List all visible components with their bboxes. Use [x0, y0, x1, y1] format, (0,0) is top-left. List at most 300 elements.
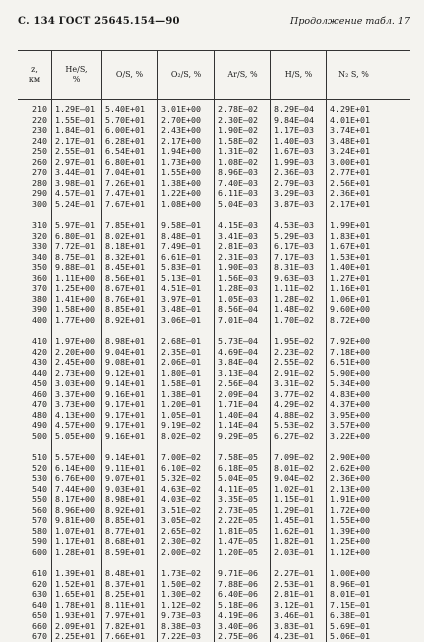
altitude-cell: 440 [32, 367, 47, 378]
altitude-cell: 590 [32, 536, 47, 546]
table-cell: 2.70E+00 [161, 114, 201, 125]
table-cell: 4.63E—02 [161, 483, 201, 494]
column-header-label: H/S, % [284, 69, 313, 79]
table-cell: 8.38E—03 [161, 620, 201, 631]
table-cell: 9.16E+01 [105, 430, 145, 441]
table-cell: 1.78E+01 [55, 599, 95, 610]
group-spacer [18, 557, 51, 568]
table-cell: 1.29E—01 [274, 504, 314, 515]
table-cell: 2.36E—03 [274, 167, 314, 177]
table-cell: 1.71E—04 [218, 399, 258, 409]
altitude-cell: 610 [32, 568, 47, 578]
table-cell: 1.28E—02 [274, 293, 314, 304]
table-cell: 6.18E—05 [218, 462, 258, 473]
table-cell: 2.78E—02 [218, 104, 258, 114]
table-cell: 5.97E—01 [55, 220, 95, 230]
table-cell: 8.11E+01 [105, 599, 145, 610]
table-cell: 1.16E+01 [330, 283, 370, 293]
table-cell: 9.03E+01 [105, 483, 145, 494]
table-cell: 3.31E—02 [274, 378, 314, 388]
table-cell: 1.53E+01 [330, 251, 370, 262]
table-cell: 7.26E+01 [105, 177, 145, 188]
table-body [18, 100, 410, 642]
table-cell: 3.98E—01 [55, 177, 95, 188]
table-cell: 8.85E+01 [105, 304, 145, 314]
table-cell: 1.05E—03 [218, 293, 258, 304]
table-cell: 9.84E—04 [274, 114, 314, 125]
table-cell: 3.48E—01 [161, 304, 201, 314]
table-cell: 2.53E—01 [274, 578, 314, 589]
altitude-cell: 450 [32, 378, 47, 388]
column-header-o [102, 51, 158, 99]
table-cell: 2.97E—01 [55, 156, 95, 167]
table-cell: 9.04E+01 [105, 346, 145, 357]
table-cell: 6.54E+01 [105, 146, 145, 156]
group-spacer [327, 209, 380, 220]
table-cell: 1.17E+01 [55, 536, 95, 546]
table-cell: 9.17E+01 [105, 420, 145, 430]
group-spacer [327, 441, 380, 452]
table-column-o2 [158, 100, 215, 642]
table-cell: 7.17E—03 [274, 251, 314, 262]
table-cell: 9.07E+01 [105, 473, 145, 483]
table-cell: 6.11E—03 [218, 188, 258, 198]
altitude-cell: 660 [32, 620, 47, 631]
table-cell: 1.40E+01 [330, 262, 370, 272]
altitude-cell: 300 [32, 198, 47, 209]
group-spacer [102, 557, 157, 568]
table-cell: 1.28E—03 [218, 283, 258, 293]
table-cell: 8.29E—04 [274, 104, 314, 114]
table-cell: 5.70E+01 [105, 114, 145, 125]
column-header-label: N₂ S, % [338, 69, 369, 79]
group-spacer [271, 557, 326, 568]
table-cell: 3.97E—01 [161, 293, 201, 304]
table-cell: 7.04E+01 [105, 167, 145, 177]
table-cell: 4.57E+00 [55, 420, 95, 430]
table-cell: 9.04E—02 [274, 473, 314, 483]
table-cell: 1.05E—01 [161, 409, 201, 420]
table-cell: 5.05E+00 [55, 430, 95, 441]
table-cell: 7.00E—02 [161, 452, 201, 462]
altitude-cell: 630 [32, 589, 47, 599]
table-cell: 1.22E+00 [161, 188, 201, 198]
table-cell: 1.67E—03 [274, 146, 314, 156]
altitude-cell: 410 [32, 336, 47, 346]
table-cell: 6.27E—02 [274, 430, 314, 441]
table-cell: 9.71E—06 [218, 568, 258, 578]
table-cell: 2.22E—05 [218, 515, 258, 525]
table-cell: 2.17E+01 [330, 198, 370, 209]
table-cell: 3.57E+00 [330, 420, 370, 430]
column-header-z [18, 51, 52, 99]
group-spacer [158, 557, 214, 568]
table-column-o [102, 100, 158, 642]
table-cell: 6.80E—01 [55, 230, 95, 241]
table-cell: 1.20E—05 [218, 546, 258, 557]
table-cell: 4.23E—01 [274, 631, 314, 641]
altitude-cell: 570 [32, 515, 47, 525]
column-header-h [271, 51, 327, 99]
table-cell: 8.37E+01 [105, 578, 145, 589]
group-spacer [158, 441, 214, 452]
table-cell: 5.34E+00 [330, 378, 370, 388]
altitude-cell: 380 [32, 293, 47, 304]
table-cell: 6.51E+00 [330, 357, 370, 367]
table-cell: 1.67E+01 [330, 241, 370, 251]
table-cell: 1.65E+01 [55, 589, 95, 599]
table-cell: 2.56E—04 [218, 378, 258, 388]
table-cell: 4.69E—04 [218, 346, 258, 357]
table-column-z [18, 100, 52, 642]
group-spacer [18, 441, 51, 452]
table-cell: 1.11E—02 [274, 283, 314, 293]
table-cell: 4.29E—02 [274, 399, 314, 409]
table-cell: 1.82E—01 [274, 536, 314, 546]
table-cell: 1.70E—02 [274, 314, 314, 325]
table-cell: 1.27E+01 [330, 272, 370, 283]
column-header-label: Ar/S, % [227, 69, 258, 79]
table-cell: 7.92E+00 [330, 336, 370, 346]
table-cell: 8.77E+01 [105, 525, 145, 536]
table-cell: 7.22E—03 [161, 631, 201, 641]
table-cell: 9.16E+01 [105, 388, 145, 399]
altitude-cell: 420 [32, 346, 47, 357]
altitude-cell: 390 [32, 304, 47, 314]
table-cell: 1.55E+00 [161, 167, 201, 177]
table-cell: 2.35E—01 [161, 346, 201, 357]
table-cell: 2.68E—01 [161, 336, 201, 346]
table-cell: 8.48E—01 [161, 230, 201, 241]
table-cell: 3.05E—02 [161, 515, 201, 525]
table-cell: 1.02E—01 [274, 483, 314, 494]
altitude-cell: 470 [32, 399, 47, 409]
column-header-ar [215, 51, 271, 99]
group-spacer [18, 325, 51, 336]
table-cell: 1.83E+01 [330, 230, 370, 241]
table-cell: 7.66E+01 [105, 631, 145, 641]
table-cell: 7.58E—05 [218, 452, 258, 462]
table-cell: 3.44E—01 [55, 167, 95, 177]
table-cell: 8.31E—03 [274, 262, 314, 272]
table-cell: 3.12E—01 [274, 599, 314, 610]
table-cell: 5.06E—01 [330, 631, 370, 641]
table-cell: 9.11E+01 [105, 462, 145, 473]
altitude-cell: 490 [32, 420, 47, 430]
table-cell: 5.18E—06 [218, 599, 258, 610]
table-cell: 2.27E—01 [274, 568, 314, 578]
table-cell: 2.17E—01 [55, 135, 95, 146]
table-cell: 2.56E+01 [330, 177, 370, 188]
table-cell: 2.30E—02 [218, 114, 258, 125]
table-cell: 1.47E—05 [218, 536, 258, 546]
altitude-cell: 260 [32, 156, 47, 167]
table-cell: 1.73E—02 [161, 568, 201, 578]
table-cell: 1.08E+00 [161, 198, 201, 209]
table-cell: 2.73E+00 [55, 367, 95, 378]
table-cell: 2.23E—02 [274, 346, 314, 357]
table-cell: 1.72E+00 [330, 504, 370, 515]
altitude-cell: 330 [32, 241, 47, 251]
table-header [18, 51, 410, 100]
group-spacer [215, 441, 270, 452]
table-cell: 7.82E+01 [105, 620, 145, 631]
table-cell: 3.95E+00 [330, 409, 370, 420]
table-cell: 3.01E+00 [161, 104, 201, 114]
table-cell: 6.00E+01 [105, 125, 145, 135]
table-cell: 3.41E—03 [218, 230, 258, 241]
table-cell: 1.25E+00 [330, 536, 370, 546]
table-cell: 1.39E+00 [330, 525, 370, 536]
table-cell: 2.81E—01 [274, 589, 314, 599]
table-cell: 1.30E—02 [161, 589, 201, 599]
column-header-label: O₂/S, % [170, 69, 202, 79]
table-cell: 9.63E—03 [274, 272, 314, 283]
group-spacer [327, 557, 380, 568]
table-cell: 5.04E—03 [218, 198, 258, 209]
table-cell: 5.57E+00 [55, 452, 95, 462]
table-cell: 8.32E+01 [105, 251, 145, 262]
table-cell: 1.58E—01 [161, 378, 201, 388]
table-cell: 2.13E+00 [330, 483, 370, 494]
table-cell: 1.95E—02 [274, 336, 314, 346]
table-cell: 1.12E+00 [330, 546, 370, 557]
table-cell: 4.37E+00 [330, 399, 370, 409]
table-cell: 9.73E—03 [161, 610, 201, 620]
table-cell: 8.96E—01 [330, 578, 370, 589]
altitude-cell: 530 [32, 473, 47, 483]
table-cell: 4.53E—03 [274, 220, 314, 230]
table-cell: 7.40E—03 [218, 177, 258, 188]
table-cell: 6.38E—01 [330, 610, 370, 620]
altitude-cell: 400 [32, 314, 47, 325]
table-cell: 2.09E—04 [218, 388, 258, 399]
altitude-cell: 350 [32, 262, 47, 272]
column-header-label: He/S, [65, 64, 88, 74]
table-cell: 6.80E+01 [105, 156, 145, 167]
altitude-cell: 320 [32, 230, 47, 241]
table-cell: 8.01E—01 [330, 589, 370, 599]
group-spacer [102, 325, 157, 336]
table-cell: 1.52E+01 [55, 578, 95, 589]
page-header-left: С. 134 ГОСТ 25645.154—90 [18, 16, 180, 27]
table-cell: 2.77E+01 [330, 167, 370, 177]
group-spacer [215, 557, 270, 568]
group-spacer [18, 209, 51, 220]
altitude-cell: 460 [32, 388, 47, 399]
table-cell: 7.85E+01 [105, 220, 145, 230]
table-cell: 7.72E—01 [55, 241, 95, 251]
altitude-cell: 560 [32, 504, 47, 515]
table-cell: 1.38E—01 [161, 388, 201, 399]
table-cell: 7.88E—06 [218, 578, 258, 589]
altitude-cell: 340 [32, 251, 47, 262]
table-cell: 9.58E—01 [161, 220, 201, 230]
table-cell: 1.62E—01 [274, 525, 314, 536]
table-cell: 6.14E+00 [55, 462, 95, 473]
table-cell: 3.29E—03 [274, 188, 314, 198]
table-cell: 9.29E—05 [218, 430, 258, 441]
table-cell: 5.13E—01 [161, 272, 201, 283]
altitude-cell: 290 [32, 188, 47, 198]
table-cell: 2.17E+00 [161, 135, 201, 146]
table-cell: 8.56E—04 [218, 304, 258, 314]
table-cell: 1.14E—04 [218, 420, 258, 430]
table-cell: 9.60E+00 [330, 304, 370, 314]
table-cell: 9.81E+00 [55, 515, 95, 525]
table-cell: 1.99E+01 [330, 220, 370, 230]
table-cell: 8.96E—03 [218, 167, 258, 177]
table-cell: 3.77E—02 [274, 388, 314, 399]
table-cell: 1.90E—02 [218, 125, 258, 135]
table-cell: 3.00E+01 [330, 156, 370, 167]
table-cell: 7.18E+00 [330, 346, 370, 357]
table-cell: 2.30E—02 [161, 536, 201, 546]
table-cell: 7.15E—01 [330, 599, 370, 610]
altitude-cell: 550 [32, 494, 47, 504]
table-cell: 1.97E+00 [55, 336, 95, 346]
table-cell: 9.88E—01 [55, 262, 95, 272]
table-cell: 2.90E+00 [330, 452, 370, 462]
table-cell: 8.76E+01 [105, 293, 145, 304]
table-cell: 8.92E+01 [105, 504, 145, 515]
table-cell: 2.91E—02 [274, 367, 314, 378]
table-cell: 8.92E+01 [105, 314, 145, 325]
table-cell: 1.93E+01 [55, 610, 95, 620]
table-cell: 5.53E—02 [274, 420, 314, 430]
column-header-unit: % [72, 75, 81, 84]
table-cell: 2.79E—03 [274, 177, 314, 188]
table-cell: 1.80E—01 [161, 367, 201, 378]
table-cell: 3.46E—01 [274, 610, 314, 620]
column-header-o2 [158, 51, 215, 99]
table-cell: 8.98E+01 [105, 336, 145, 346]
table-cell: 1.77E+00 [55, 314, 95, 325]
table-cell: 1.39E+01 [55, 568, 95, 578]
altitude-cell: 620 [32, 578, 47, 589]
table-cell: 3.83E—01 [274, 620, 314, 631]
table-cell: 5.04E—05 [218, 473, 258, 483]
column-header-label: z, [31, 64, 38, 74]
table-cell: 8.25E+01 [105, 589, 145, 599]
table-cell: 6.17E—03 [274, 241, 314, 251]
table-cell: 2.20E+00 [55, 346, 95, 357]
altitude-cell: 230 [32, 125, 47, 135]
group-spacer [52, 557, 101, 568]
table-cell: 2.09E+01 [55, 620, 95, 631]
table-cell: 5.90E+00 [330, 367, 370, 378]
table-cell: 8.48E+01 [105, 568, 145, 578]
table-cell: 8.02E+01 [105, 230, 145, 241]
table-cell: 3.06E—01 [161, 314, 201, 325]
table-cell: 8.72E+00 [330, 314, 370, 325]
table-cell: 5.32E—02 [161, 473, 201, 483]
table-cell: 7.49E—01 [161, 241, 201, 251]
table-cell: 1.45E—01 [274, 515, 314, 525]
table-cell: 7.09E—02 [274, 452, 314, 462]
column-header-label: O/S, % [115, 69, 144, 79]
table-cell: 5.29E—03 [274, 230, 314, 241]
group-spacer [271, 209, 326, 220]
table-cell: 2.55E—02 [274, 357, 314, 367]
table-cell: 3.24E+01 [330, 146, 370, 156]
table-column-n2 [327, 100, 380, 642]
table-cell: 4.51E—01 [161, 283, 201, 293]
table-cell: 4.19E—06 [218, 610, 258, 620]
table-cell: 6.10E—02 [161, 462, 201, 473]
table-cell: 5.69E—01 [330, 620, 370, 631]
table-cell: 1.06E+01 [330, 293, 370, 304]
altitude-cell: 240 [32, 135, 47, 146]
table-cell: 1.90E—03 [218, 262, 258, 272]
table-cell: 6.40E—06 [218, 589, 258, 599]
table-cell: 8.96E+00 [55, 504, 95, 515]
table-cell: 1.07E+01 [55, 525, 95, 536]
table-cell: 7.67E+01 [105, 198, 145, 209]
altitude-cell: 250 [32, 146, 47, 156]
table-cell: 6.76E+00 [55, 473, 95, 483]
table-cell: 1.48E—02 [274, 304, 314, 314]
table-cell: 4.88E—02 [274, 409, 314, 420]
group-spacer [327, 325, 380, 336]
table-cell: 7.97E+01 [105, 610, 145, 620]
table-cell: 4.11E—05 [218, 483, 258, 494]
table-cell: 7.47E+01 [105, 188, 145, 198]
table-cell: 8.18E+01 [105, 241, 145, 251]
table-cell: 6.61E—01 [161, 251, 201, 262]
table-cell: 4.83E+00 [330, 388, 370, 399]
table-cell: 8.17E+00 [55, 494, 95, 504]
table-cell: 2.00E—02 [161, 546, 201, 557]
table-cell: 2.25E+01 [55, 631, 95, 641]
table-cell: 9.17E+01 [105, 399, 145, 409]
column-header-unit: км [28, 75, 41, 84]
table-cell: 1.12E—02 [161, 599, 201, 610]
table-cell: 8.01E—02 [274, 462, 314, 473]
altitude-cell: 280 [32, 177, 47, 188]
table-cell: 3.03E+00 [55, 378, 95, 388]
table-cell: 9.12E+01 [105, 367, 145, 378]
table-cell: 4.01E+01 [330, 114, 370, 125]
table-cell: 1.28E+01 [55, 546, 95, 557]
group-spacer [215, 325, 270, 336]
altitude-cell: 540 [32, 483, 47, 494]
table-cell: 2.03E—01 [274, 546, 314, 557]
table-cell: 1.94E+00 [161, 146, 201, 156]
table-cell: 2.43E+00 [161, 125, 201, 135]
table-cell: 3.74E+01 [330, 125, 370, 135]
table-cell: 3.51E—02 [161, 504, 201, 515]
table-column-h [271, 100, 327, 642]
altitude-cell: 370 [32, 283, 47, 293]
group-spacer [102, 209, 157, 220]
table-cell: 1.84E—01 [55, 125, 95, 135]
table-cell: 1.20E—01 [161, 399, 201, 409]
table-cell: 4.15E—03 [218, 220, 258, 230]
altitude-cell: 640 [32, 599, 47, 610]
group-spacer [52, 441, 101, 452]
table-cell: 3.22E+00 [330, 430, 370, 441]
table-cell: 2.31E—03 [218, 251, 258, 262]
table-cell: 1.55E—01 [55, 114, 95, 125]
group-spacer [158, 325, 214, 336]
table-cell: 4.03E—02 [161, 494, 201, 504]
table-cell: 9.14E+01 [105, 378, 145, 388]
altitude-cell: 310 [32, 220, 47, 230]
table-cell: 8.02E—02 [161, 430, 201, 441]
table-cell: 2.36E+00 [330, 473, 370, 483]
table-cell: 2.62E+00 [330, 462, 370, 473]
